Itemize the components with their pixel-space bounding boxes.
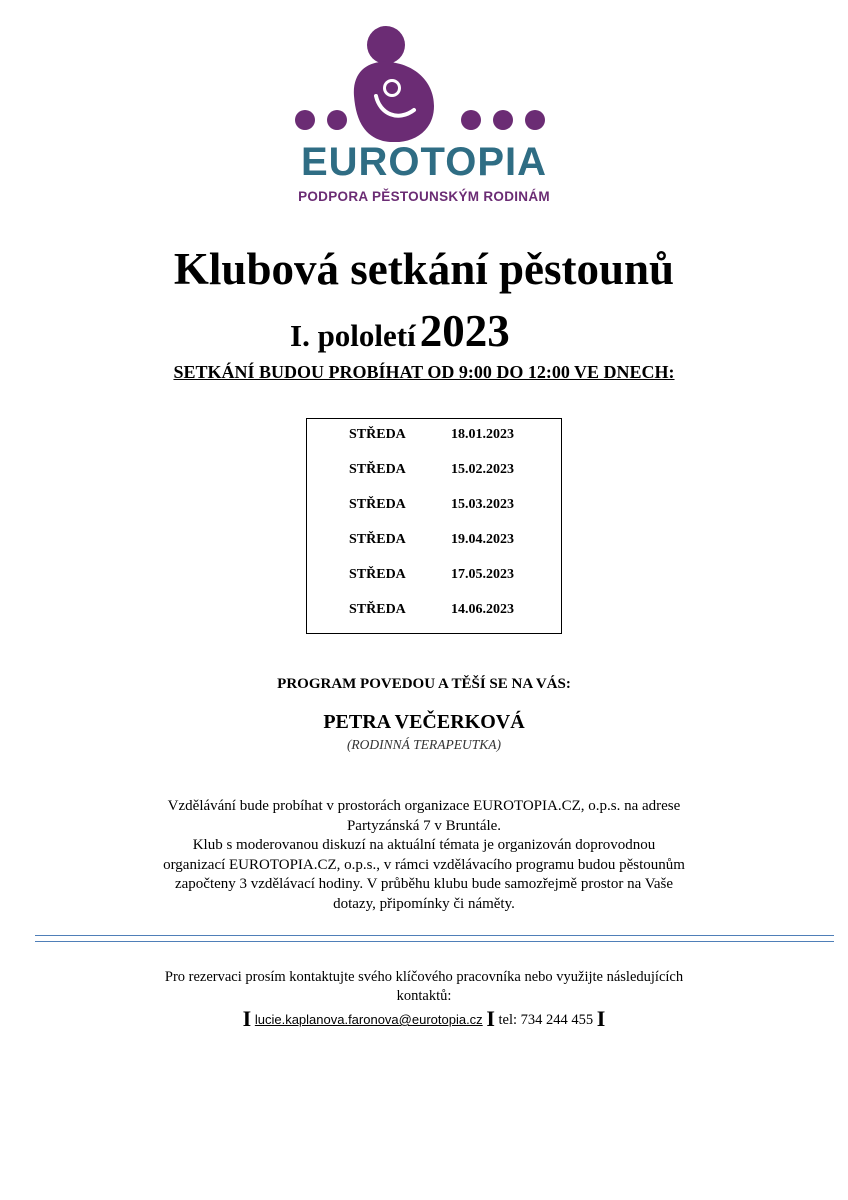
logo-figure [354, 62, 434, 142]
schedule-box [306, 418, 562, 634]
contact-email-link[interactable]: lucie.kaplanova.faronova@eurotopia.cz [254, 1012, 483, 1027]
logo-child-head-inner [386, 82, 398, 94]
schedule-date: 17.05.2023 [451, 567, 514, 582]
divider-line [35, 941, 834, 942]
contact-lead [160, 968, 688, 1006]
info-paragraph [144, 797, 704, 914]
contact-lead-line: kontaktů: [396, 988, 452, 1004]
schedule-date: 18.01.2023 [451, 427, 514, 442]
info-line: Vzdělávání bude probíhat v prostorách organizace EUROTOPIA.CZ, o.p.s. na adrese [167, 798, 681, 814]
logo-dot [295, 110, 315, 130]
leader-role: (RODINNÁ TERAPEUTKA) [346, 737, 502, 752]
schedule-row [307, 532, 561, 552]
schedule-row [307, 462, 561, 482]
contact-line [0, 1006, 848, 1032]
schedule-date: 14.06.2023 [451, 602, 514, 617]
contact-separator: I [486, 1006, 495, 1031]
schedule-day: STŘEDA [349, 602, 406, 617]
info-line: organizací EUROTOPIA.CZ, o.p.s., v rámci vzdělávacího programu budou pěstounům [163, 856, 685, 873]
schedule-date: 19.04.2023 [451, 532, 514, 547]
contact-lead-line: Pro rezervaci prosím kontaktujte svého klíčového pracovníka nebo využijte následujících [164, 969, 684, 985]
schedule-row [307, 602, 561, 622]
page-subtitle [290, 305, 590, 357]
logo-dot [525, 110, 545, 130]
info-line: Klub s moderovanou diskuzí na aktuální témata je organizován doprovodnou [192, 837, 656, 853]
subtitle-prefix: I. pololetí [290, 318, 416, 353]
logo-dot [493, 110, 513, 130]
schedule-row [307, 497, 561, 517]
schedule-row [307, 427, 561, 447]
times-heading: SETKÁNÍ BUDOU PROBÍHAT OD 9:00 DO 12:00 VE DNECH: [173, 362, 675, 382]
contact-separator: I [596, 1006, 606, 1031]
info-line: dotazy, připomínky či náměty. [333, 895, 515, 912]
schedule-day: STŘEDA [349, 567, 406, 582]
leader-name: PETRA VEČERKOVÁ [323, 711, 525, 733]
schedule-day: STŘEDA [349, 532, 406, 547]
logo-dot [461, 110, 481, 130]
info-line: Partyzánská 7 v Bruntále. [346, 817, 502, 834]
info-line: započteny 3 vzdělávací hodiny. V průběhu klubu bude samozřejmě prostor na Vaše [174, 876, 674, 892]
divider-line [35, 935, 834, 936]
schedule-day: STŘEDA [349, 497, 406, 512]
schedule-day: STŘEDA [349, 462, 406, 477]
schedule-date: 15.03.2023 [451, 497, 514, 512]
logo-wordmark: EUROTOPIA [300, 140, 548, 184]
schedule-date: 15.02.2023 [451, 462, 514, 477]
schedule-day: STŘEDA [349, 427, 406, 442]
logo-head [367, 26, 405, 64]
program-lead: PROGRAM POVEDOU A TĚŠÍ SE NA VÁS: [277, 676, 571, 692]
subtitle-year: 2023 [419, 306, 510, 356]
schedule-row [307, 567, 561, 587]
page-title: Klubová setkání pěstounů [173, 244, 675, 294]
logo-tagline: PODPORA PĚSTOUNSKÝM RODINÁM [298, 189, 550, 204]
eurotopia-logo-mark [294, 26, 560, 142]
contact-separator: I [242, 1006, 252, 1031]
logo-dot [327, 110, 347, 130]
contact-phone: tel: 734 244 455 [498, 1012, 594, 1028]
